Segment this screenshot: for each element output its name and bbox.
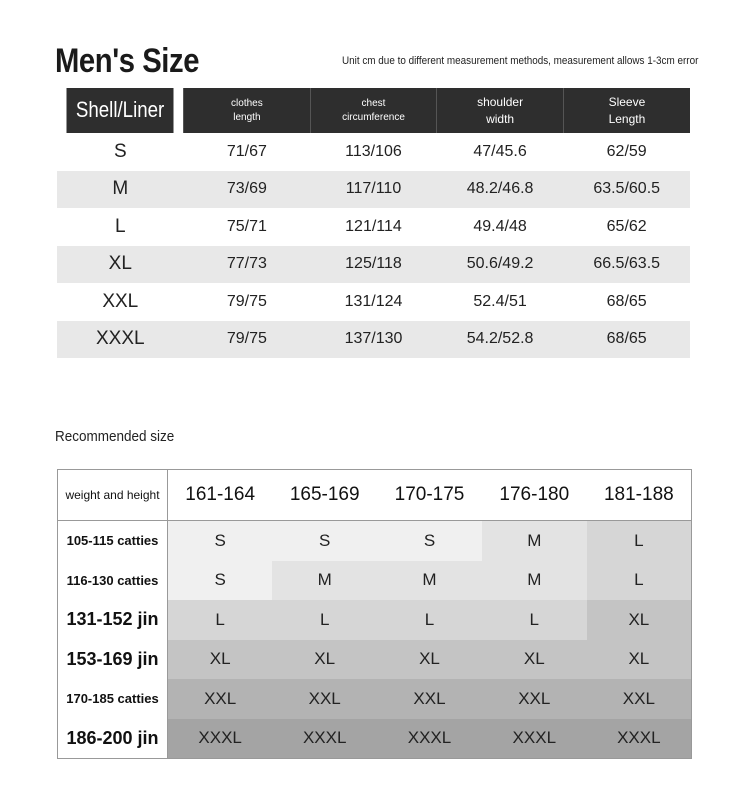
size-cell-size: M bbox=[57, 171, 184, 209]
height-header: 165-169 bbox=[272, 470, 377, 521]
size-cell-sleeve: 68/65 bbox=[563, 321, 690, 359]
recommended-size-cell: XL bbox=[482, 640, 587, 680]
weight-label: 186-200 jin bbox=[58, 719, 168, 759]
size-cell-chest: 137/130 bbox=[310, 321, 437, 359]
recommended-size-cell: S bbox=[168, 521, 273, 561]
size-row bbox=[57, 321, 690, 359]
height-header: 176-180 bbox=[482, 470, 587, 521]
page-title: Men's Size bbox=[55, 42, 200, 80]
recommended-size-cell: XXL bbox=[377, 679, 482, 719]
header-clothes-length: clothes length bbox=[184, 88, 311, 133]
recommended-size-cell: XXXL bbox=[587, 719, 692, 759]
header-chest-circumference: chest circumference bbox=[310, 88, 437, 133]
size-cell-size: XL bbox=[57, 246, 184, 284]
recommended-size-cell: L bbox=[168, 600, 273, 640]
recommended-size-cell: XL bbox=[377, 640, 482, 680]
size-cell-length: 77/73 bbox=[184, 246, 311, 284]
size-cell-length: 71/67 bbox=[226, 142, 267, 160]
recommended-size-cell: L bbox=[272, 600, 377, 640]
recommended-size-cell: M bbox=[377, 561, 482, 601]
size-cell-sleeve: 63.5/60.5 bbox=[563, 171, 690, 209]
recommended-size-cell: XXL bbox=[587, 679, 692, 719]
size-cell-shoulder: 49.4/48 bbox=[473, 217, 527, 235]
header-shoulder-width: shoulder width bbox=[437, 88, 564, 133]
size-chart-header bbox=[57, 88, 690, 133]
header-sleeve-length: Sleeve Length bbox=[563, 88, 690, 133]
recommended-size-cell: M bbox=[482, 521, 587, 561]
size-cell-chest: 131/124 bbox=[344, 292, 403, 310]
size-cell-length: 75/71 bbox=[226, 217, 267, 235]
size-cell-sleeve: 66.5/63.5 bbox=[563, 246, 690, 284]
recommended-size-cell: XL bbox=[587, 600, 692, 640]
size-cell-sleeve: 65/62 bbox=[606, 217, 647, 235]
size-cell-shoulder: 48.2/46.8 bbox=[437, 171, 564, 209]
size-cell-length: 73/69 bbox=[184, 171, 311, 209]
measurement-note: Unit cm due to different measurement methods, measurement allows 1-3cm error bbox=[342, 55, 699, 67]
size-cell-size: L bbox=[115, 215, 126, 237]
recommended-size-cell: M bbox=[482, 561, 587, 601]
height-header: 161-164 bbox=[168, 470, 273, 521]
size-cell-size: XXXL bbox=[57, 321, 184, 359]
size-cell-shoulder: 50.6/49.2 bbox=[437, 246, 564, 284]
recommended-size-cell: L bbox=[587, 561, 692, 601]
recommended-size-cell: XL bbox=[272, 640, 377, 680]
weight-row bbox=[58, 719, 692, 759]
size-cell-sleeve: 68/65 bbox=[606, 292, 647, 310]
recommended-size-cell: L bbox=[377, 600, 482, 640]
weight-label: 131-152 jin bbox=[58, 600, 168, 640]
size-row bbox=[57, 283, 690, 321]
recommended-size-label: Recommended size bbox=[55, 428, 175, 445]
size-cell-chest: 125/118 bbox=[310, 246, 437, 284]
size-cell-shoulder: 47/45.6 bbox=[473, 142, 527, 160]
weight-row bbox=[58, 640, 692, 680]
recommended-size-cell: XXL bbox=[482, 679, 587, 719]
recommended-size-cell: XXXL bbox=[168, 719, 273, 759]
recommended-size-cell: L bbox=[482, 600, 587, 640]
weight-row bbox=[58, 679, 692, 719]
weight-label: 116-130 catties bbox=[58, 561, 168, 601]
height-header-row bbox=[58, 470, 692, 521]
weight-row bbox=[58, 521, 692, 561]
size-row bbox=[57, 246, 690, 284]
size-chart-table bbox=[57, 88, 690, 358]
recommended-size-cell: XL bbox=[168, 640, 273, 680]
recommended-size-cell: XXL bbox=[272, 679, 377, 719]
size-cell-chest: 113/106 bbox=[345, 142, 402, 160]
size-row bbox=[57, 171, 690, 209]
recommended-size-cell: XXL bbox=[168, 679, 273, 719]
recommended-size-cell: S bbox=[377, 521, 482, 561]
recommended-size-cell: S bbox=[272, 521, 377, 561]
weight-label: 153-169 jin bbox=[58, 640, 168, 680]
weight-row bbox=[58, 561, 692, 601]
recommended-size-cell: XXXL bbox=[377, 719, 482, 759]
weight-row bbox=[58, 600, 692, 640]
size-row bbox=[57, 208, 690, 246]
size-cell-chest: 121/114 bbox=[345, 217, 402, 235]
recommended-size-cell: S bbox=[168, 561, 273, 601]
weight-label: 105-115 catties bbox=[58, 521, 168, 561]
height-header: 170-175 bbox=[377, 470, 482, 521]
size-row bbox=[57, 133, 690, 171]
size-cell-shoulder: 54.2/52.8 bbox=[437, 321, 564, 359]
recommended-size-cell: XXXL bbox=[482, 719, 587, 759]
recommended-size-table bbox=[57, 469, 692, 759]
size-cell-length: 79/75 bbox=[226, 292, 267, 310]
size-cell-shoulder: 52.4/51 bbox=[473, 292, 527, 310]
recommended-size-cell: L bbox=[587, 521, 692, 561]
height-header: 181-188 bbox=[587, 470, 692, 521]
size-cell-sleeve: 62/59 bbox=[606, 142, 647, 160]
recommended-size-cell: M bbox=[272, 561, 377, 601]
recommended-size-cell: XL bbox=[587, 640, 692, 680]
recommended-size-cell: XXXL bbox=[272, 719, 377, 759]
weight-label: 170-185 catties bbox=[58, 679, 168, 719]
size-cell-chest: 117/110 bbox=[310, 171, 437, 209]
size-cell-length: 79/75 bbox=[184, 321, 311, 359]
weight-height-corner: weight and height bbox=[58, 470, 168, 521]
header-shell-liner: Shell/Liner bbox=[66, 88, 174, 133]
size-cell-size: S bbox=[113, 140, 127, 162]
size-cell-size: XXL bbox=[102, 290, 139, 312]
